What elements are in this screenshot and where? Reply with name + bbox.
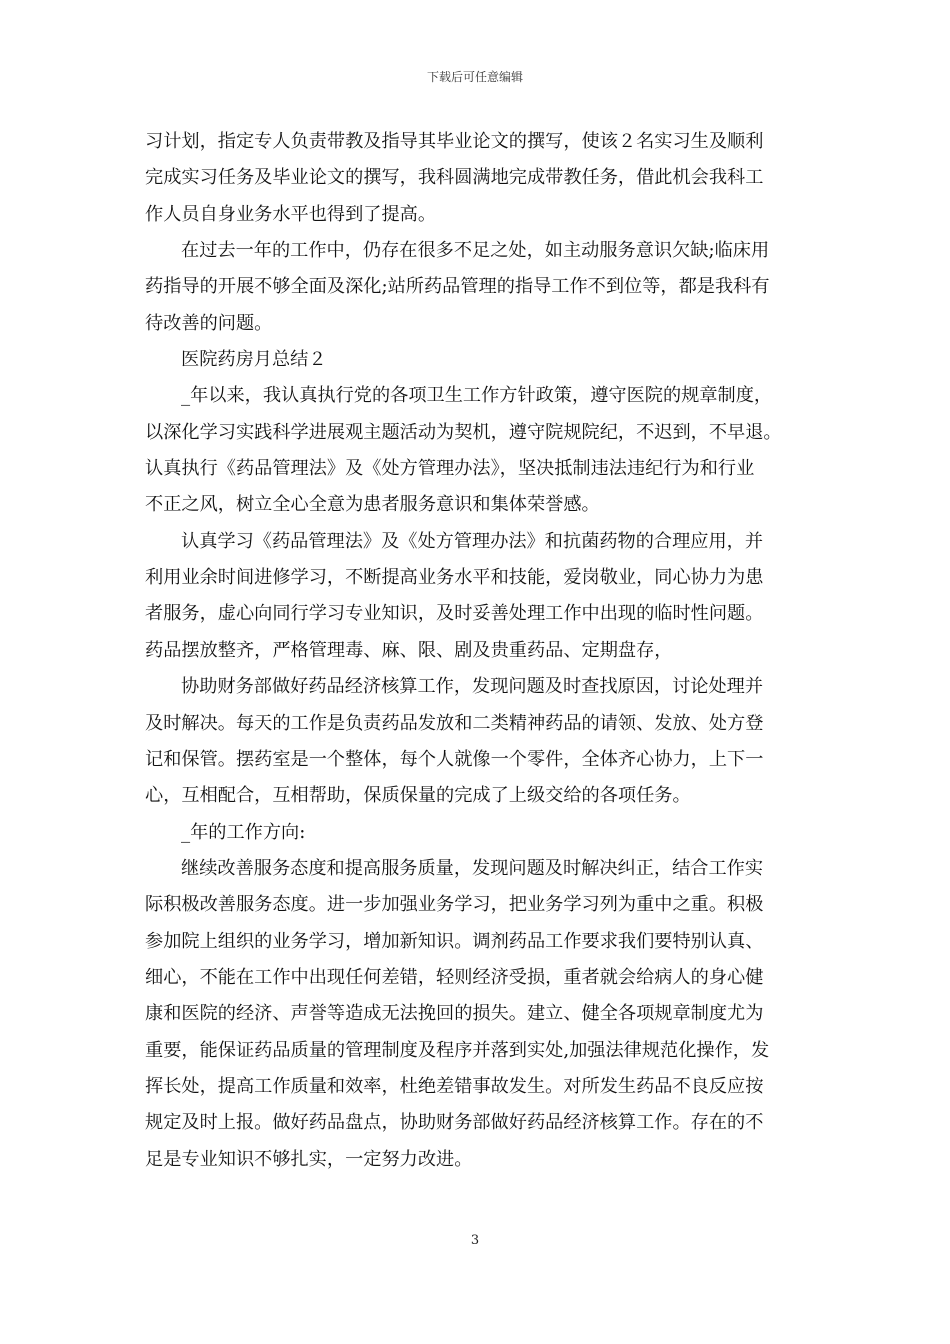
text-line: 挥长处，提高工作质量和效率，杜绝差错事故发生。对所发生药品不良反应按 <box>145 1075 764 1097</box>
document-body <box>145 124 813 1178</box>
text-line: 规定及时上报。做好药品盘点，协助财务部做好药品经济核算工作。存在的不 <box>145 1112 764 1134</box>
text-line: 重要，能保证药品质量的管理制度及程序并落到实处,加强法律规范化操作，发 <box>145 1039 770 1061</box>
text-line: 作人员自身业务水平也得到了提高。 <box>145 203 437 225</box>
section-heading: _年的工作方向: <box>181 821 306 843</box>
text-line: 待改善的问题。 <box>145 312 273 334</box>
paragraph-first-line: _年以来，我认真执行党的各项卫生工作方针政策，遵守医院的规章制度， <box>181 385 773 407</box>
text-line: 记和保管。摆药室是一个整体，每个人就像一个零件，全体齐心协力，上下一 <box>145 748 764 770</box>
text-line: 不正之风，树立全心全意为患者服务意识和集体荣誉感。 <box>145 494 600 516</box>
text-line: 药指导的开展不够全面及深化;站所药品管理的指导工作不到位等，都是我科有 <box>145 276 770 298</box>
text-line: 者服务，虚心向同行学习专业知识，及时妥善处理工作中出现的临时性问题。 <box>145 603 764 625</box>
text-line: 康和医院的经济、声誉等造成无法挽回的损失。建立、健全各项规章制度尤为 <box>145 1003 764 1025</box>
text-line: 及时解决。每天的工作是负责药品发放和二类精神药品的请领、发放、处方登 <box>145 712 764 734</box>
paragraph-first-line: 协助财务部做好药品经济核算工作，发现问题及时查找原因，讨论处理并 <box>181 676 764 698</box>
paragraph-first-line: 继续改善服务态度和提高服务质量，发现问题及时解决纠正，结合工作实 <box>181 857 764 879</box>
text-line: 参加院上组织的业务学习，增加新知识。调剂药品工作要求我们要特别认真、 <box>145 930 764 952</box>
text-line: 细心，不能在工作中出现任何差错，轻则经济受损，重者就会给病人的身心健 <box>145 966 764 988</box>
page-header: 下载后可任意编辑 <box>426 70 523 84</box>
text-line: 际积极改善服务态度。进一步加强业务学习，把业务学习列为重中之重。积极 <box>145 894 764 916</box>
text-line: 利用业余时间进修学习，不断提高业务水平和技能，爱岗敬业，同心协力为患 <box>145 567 764 589</box>
page-number: 3 <box>470 1233 480 1248</box>
text-line: 认真执行《药品管理法》及《处方管理办法》，坚决抵制违法违纪行为和行业 <box>145 458 755 480</box>
text-line: 足是专业知识不够扎实，一定努力改进。 <box>145 1148 473 1170</box>
text-line: 以深化学习实践科学进展观主题活动为契机，遵守院规院纪，不迟到，不早退。 <box>145 421 782 443</box>
paragraph-first-line: 在过去一年的工作中，仍存在很多不足之处，如主动服务意识欠缺;临床用 <box>181 240 770 262</box>
paragraph-first-line: 认真学习《药品管理法》及《处方管理办法》和抗菌药物的合理应用，并 <box>181 530 764 552</box>
text-line: 心，互相配合，互相帮助，保质保量的完成了上级交给的各项任务。 <box>145 785 691 807</box>
text-line: 习计划，指定专人负责带教及指导其毕业论文的撰写，使该２名实习生及顺利 <box>145 131 764 152</box>
text-line: 完成实习任务及毕业论文的撰写，我科圆满地完成带教任务，借此机会我科工 <box>145 167 764 189</box>
section-heading: 医院药房月总结２ <box>181 349 327 371</box>
text-line: 药品摆放整齐，严格管理毒、麻、限、剧及贵重药品、定期盘存， <box>145 639 673 661</box>
